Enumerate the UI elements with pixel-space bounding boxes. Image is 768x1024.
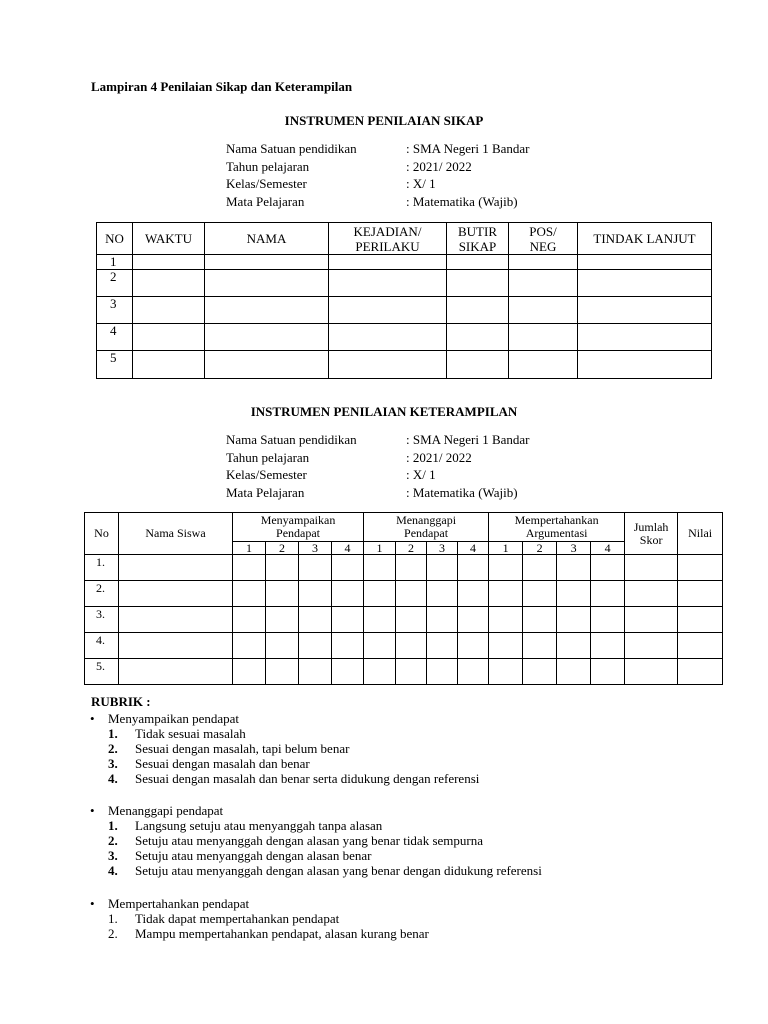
keterampilan-info xyxy=(226,431,646,502)
list-item xyxy=(90,726,479,741)
cell xyxy=(557,555,591,581)
cell xyxy=(489,633,523,659)
cell xyxy=(578,324,712,351)
cell xyxy=(427,581,458,607)
col-kejadian-line2: PERILAKU xyxy=(355,238,420,254)
bullet-icon: • xyxy=(90,711,95,726)
cell xyxy=(509,255,578,270)
sikap-info xyxy=(226,140,646,211)
list-item xyxy=(90,926,429,941)
row-number: 4 xyxy=(97,324,133,351)
cell xyxy=(591,633,625,659)
list-item-number: 3. xyxy=(108,756,118,771)
row-number: 4. xyxy=(85,633,119,659)
cell xyxy=(625,633,678,659)
col-tindak: TINDAK LANJUT xyxy=(578,223,712,255)
cell xyxy=(332,581,364,607)
cell xyxy=(233,659,266,685)
col-waktu: WAKTU xyxy=(133,223,205,255)
cell xyxy=(396,581,427,607)
info-value: : SMA Negeri 1 Bandar xyxy=(406,141,530,156)
col-nilai: Nilai xyxy=(678,513,723,555)
info-row xyxy=(226,158,646,176)
list-item-text: Mampu mempertahankan pendapat, alasan kurang benar xyxy=(135,926,429,941)
rubrik-group-label: Menyampaikan pendapat xyxy=(108,711,240,726)
sikap-table xyxy=(96,222,712,379)
cell xyxy=(299,607,332,633)
col-no: NO xyxy=(97,223,133,255)
rubrik-group-menanggapi xyxy=(90,803,542,878)
row-number: 3 xyxy=(97,297,133,324)
cell xyxy=(458,659,489,685)
info-value: : SMA Negeri 1 Bandar xyxy=(406,432,530,447)
list-item-text: Setuju atau menyanggah dengan alasan yang benar dengan didukung referensi xyxy=(135,863,542,878)
cell xyxy=(427,607,458,633)
cell xyxy=(329,324,447,351)
cell xyxy=(509,297,578,324)
list-item xyxy=(90,741,479,756)
cell xyxy=(625,581,678,607)
info-row xyxy=(226,140,646,158)
cell xyxy=(509,324,578,351)
col-butir-line1: BUTIR xyxy=(458,223,497,239)
cell xyxy=(489,659,523,685)
col-butir-line2: SIKAP xyxy=(458,238,497,254)
info-label: Kelas/Semester xyxy=(226,176,307,192)
cell xyxy=(266,633,299,659)
col-menanggapi-line2: Pendapat xyxy=(404,526,449,540)
cell xyxy=(458,555,489,581)
list-item-number: 1. xyxy=(108,726,118,741)
rubrik-title: RUBRIK : xyxy=(91,694,151,709)
bullet-icon: • xyxy=(90,803,95,818)
cell xyxy=(523,633,557,659)
col-menyampaikan-line2: Pendapat xyxy=(276,526,321,540)
row-number: 5 xyxy=(97,351,133,379)
info-label: Kelas/Semester xyxy=(226,467,307,483)
cell xyxy=(447,351,509,379)
list-item-text: Sesuai dengan masalah, tapi belum benar xyxy=(135,741,350,756)
info-row xyxy=(226,431,646,449)
cell xyxy=(678,607,723,633)
cell xyxy=(523,659,557,685)
cell xyxy=(489,607,523,633)
info-row xyxy=(226,484,646,502)
list-item-number: 2. xyxy=(108,833,118,848)
score-4: 4 xyxy=(458,542,489,555)
cell xyxy=(119,607,233,633)
list-item-number: 1. xyxy=(108,911,118,926)
list-item-text: Setuju atau menyanggah dengan alasan benar xyxy=(135,848,372,863)
cell xyxy=(578,297,712,324)
cell xyxy=(447,270,509,297)
cell xyxy=(578,351,712,379)
cell xyxy=(591,581,625,607)
info-label: Tahun pelajaran xyxy=(226,158,310,174)
score-3: 3 xyxy=(557,542,591,555)
cell xyxy=(489,555,523,581)
cell xyxy=(557,633,591,659)
cell xyxy=(427,633,458,659)
cell xyxy=(266,607,299,633)
cell xyxy=(119,659,233,685)
rubrik-group-menyampaikan xyxy=(90,711,479,786)
cell xyxy=(396,607,427,633)
cell xyxy=(266,555,299,581)
cell xyxy=(364,607,396,633)
col-jumlah-line2: Skor xyxy=(639,532,663,547)
cell xyxy=(205,351,329,379)
cell xyxy=(332,607,364,633)
col-jumlah-skor xyxy=(625,513,678,555)
score-3: 3 xyxy=(427,542,458,555)
cell xyxy=(332,633,364,659)
col-mempertahankan xyxy=(489,513,625,542)
rubrik-group-label: Mempertahankan pendapat xyxy=(108,896,250,911)
cell xyxy=(205,324,329,351)
cell xyxy=(364,659,396,685)
table-row xyxy=(97,351,712,379)
list-item xyxy=(90,848,542,863)
info-row xyxy=(226,466,646,484)
cell xyxy=(458,633,489,659)
cell xyxy=(119,581,233,607)
list-item xyxy=(90,863,542,878)
cell xyxy=(427,659,458,685)
cell xyxy=(233,581,266,607)
cell xyxy=(299,659,332,685)
cell xyxy=(133,255,205,270)
col-mempertahankan-line1: Mempertahankan xyxy=(514,513,599,527)
cell xyxy=(266,581,299,607)
table-row xyxy=(97,255,712,270)
row-number: 5. xyxy=(85,659,119,685)
cell xyxy=(625,607,678,633)
table-row xyxy=(85,633,723,659)
cell xyxy=(591,659,625,685)
cell xyxy=(458,581,489,607)
cell xyxy=(233,555,266,581)
table-row xyxy=(97,297,712,324)
info-label: Mata Pelajaran xyxy=(226,194,305,210)
page-heading: Lampiran 4 Penilaian Sikap dan Keterampilan xyxy=(91,79,353,94)
info-row xyxy=(226,175,646,193)
cell xyxy=(591,555,625,581)
cell xyxy=(233,633,266,659)
info-row xyxy=(226,193,646,211)
col-kejadian xyxy=(329,223,447,255)
info-label: Mata Pelajaran xyxy=(226,485,305,501)
info-value: : 2021/ 2022 xyxy=(406,449,472,465)
cell xyxy=(299,555,332,581)
cell xyxy=(299,633,332,659)
list-item-text: Tidak dapat mempertahankan pendapat xyxy=(135,911,340,926)
row-number: 1. xyxy=(85,555,119,581)
bullet-icon: • xyxy=(90,896,95,911)
row-number: 3. xyxy=(85,607,119,633)
score-3: 3 xyxy=(299,542,332,555)
col-nama: NAMA xyxy=(205,223,329,255)
cell xyxy=(523,581,557,607)
cell xyxy=(119,555,233,581)
col-menanggapi xyxy=(364,513,489,542)
score-4: 4 xyxy=(591,542,625,555)
cell xyxy=(133,351,205,379)
cell xyxy=(557,659,591,685)
info-row xyxy=(226,449,646,467)
info-value: : 2021/ 2022 xyxy=(406,158,472,174)
score-1: 1 xyxy=(233,542,266,555)
cell xyxy=(578,270,712,297)
cell xyxy=(396,555,427,581)
cell xyxy=(329,297,447,324)
table-row xyxy=(85,581,723,607)
cell xyxy=(233,607,266,633)
score-1: 1 xyxy=(489,542,523,555)
row-number: 2 xyxy=(97,270,133,297)
cell xyxy=(205,270,329,297)
col-menyampaikan xyxy=(233,513,364,542)
score-2: 2 xyxy=(523,542,557,555)
rubrik-group-title xyxy=(90,803,542,818)
cell xyxy=(133,324,205,351)
cell xyxy=(591,607,625,633)
rubrik-group-label: Menanggapi pendapat xyxy=(108,803,224,818)
list-item xyxy=(90,771,479,786)
cell xyxy=(205,297,329,324)
list-item xyxy=(90,911,429,926)
list-item xyxy=(90,756,479,771)
info-label: Nama Satuan pendidikan xyxy=(226,141,357,156)
cell xyxy=(458,607,489,633)
rubrik-group-title xyxy=(90,711,479,726)
cell xyxy=(447,255,509,270)
cell xyxy=(523,555,557,581)
cell xyxy=(332,659,364,685)
col-posneg-line1: POS/ xyxy=(529,223,557,239)
info-label: Nama Satuan pendidikan xyxy=(226,432,357,447)
cell xyxy=(205,255,329,270)
list-item-text: Sesuai dengan masalah dan benar serta didukung dengan referensi xyxy=(135,771,480,786)
col-kejadian-line1: KEJADIAN/ xyxy=(353,223,422,239)
cell xyxy=(364,555,396,581)
cell xyxy=(578,255,712,270)
sikap-title: INSTRUMEN PENILAIAN SIKAP xyxy=(284,113,484,128)
cell xyxy=(119,633,233,659)
table-row xyxy=(85,607,723,633)
list-item-text: Langsung setuju atau menyanggah tanpa alasan xyxy=(135,818,383,833)
cell xyxy=(329,270,447,297)
cell xyxy=(329,351,447,379)
list-item-text: Tidak sesuai masalah xyxy=(135,726,246,741)
info-label: Tahun pelajaran xyxy=(226,449,310,465)
table-row xyxy=(97,324,712,351)
col-menanggapi-line1: Menanggapi xyxy=(396,513,457,527)
cell xyxy=(396,633,427,659)
rubrik-group-title xyxy=(90,896,429,911)
list-item-number: 2. xyxy=(108,741,118,756)
list-item xyxy=(90,818,542,833)
list-item-number: 4. xyxy=(108,771,118,786)
cell xyxy=(678,555,723,581)
cell xyxy=(678,633,723,659)
row-number: 1 xyxy=(97,255,133,270)
cell xyxy=(557,581,591,607)
cell xyxy=(332,555,364,581)
info-value: : X/ 1 xyxy=(406,467,436,483)
keterampilan-title: INSTRUMEN PENILAIAN KETERAMPILAN xyxy=(250,404,518,419)
cell xyxy=(396,659,427,685)
col-mempertahankan-line2: Argumentasi xyxy=(525,526,588,540)
cell xyxy=(523,607,557,633)
cell xyxy=(509,351,578,379)
list-item-number: 3. xyxy=(108,848,118,863)
cell xyxy=(266,659,299,685)
col-nama-siswa: Nama Siswa xyxy=(119,513,233,555)
cell xyxy=(489,581,523,607)
list-item-number: 4. xyxy=(108,863,118,878)
list-item-text: Sesuai dengan masalah dan benar xyxy=(135,756,310,771)
cell xyxy=(678,581,723,607)
score-2: 2 xyxy=(396,542,427,555)
row-number: 2. xyxy=(85,581,119,607)
rubrik-group-mempertahankan xyxy=(90,896,429,941)
cell xyxy=(364,633,396,659)
table-row xyxy=(85,555,723,581)
table-row xyxy=(97,270,712,297)
cell xyxy=(447,324,509,351)
info-value: : Matematika (Wajib) xyxy=(406,194,518,210)
score-2: 2 xyxy=(266,542,299,555)
table-row xyxy=(85,659,723,685)
cell xyxy=(509,270,578,297)
list-item-text: Setuju atau menyanggah dengan alasan yang benar tidak sempurna xyxy=(135,833,483,848)
score-4: 4 xyxy=(332,542,364,555)
cell xyxy=(299,581,332,607)
cell xyxy=(364,581,396,607)
info-value: : Matematika (Wajib) xyxy=(406,485,518,501)
cell xyxy=(133,270,205,297)
score-1: 1 xyxy=(364,542,396,555)
info-value: : X/ 1 xyxy=(406,176,436,192)
cell xyxy=(625,555,678,581)
col-butir xyxy=(447,223,509,255)
cell xyxy=(678,659,723,685)
col-no: No xyxy=(85,513,119,555)
cell xyxy=(557,607,591,633)
col-menyampaikan-line1: Menyampaikan xyxy=(260,513,336,527)
keterampilan-table xyxy=(84,512,723,685)
col-jumlah-line1: Jumlah xyxy=(633,519,669,534)
cell xyxy=(329,255,447,270)
list-item xyxy=(90,833,542,848)
col-posneg-line2: NEG xyxy=(529,238,557,254)
cell xyxy=(133,297,205,324)
cell xyxy=(625,659,678,685)
cell xyxy=(447,297,509,324)
cell xyxy=(427,555,458,581)
col-posneg xyxy=(509,223,578,255)
list-item-number: 2. xyxy=(108,926,118,941)
list-item-number: 1. xyxy=(108,818,118,833)
